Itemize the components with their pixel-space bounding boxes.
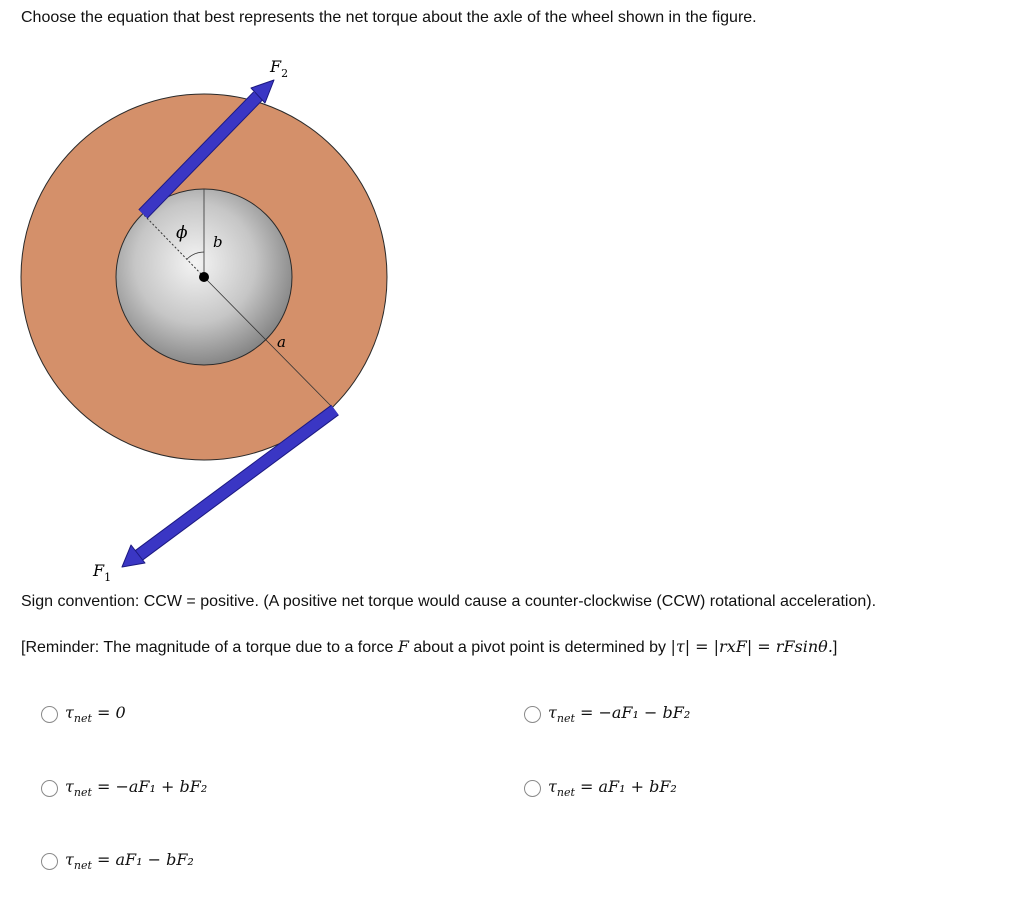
reminder-force-symbol: F — [397, 637, 409, 656]
axle-center — [199, 272, 209, 282]
option-label: $\tau_{net} = -aF_1 + bF_2$ — [65, 777, 208, 800]
option-label: $\tau_{net} = aF_1 + bF_2$ — [548, 777, 677, 800]
radio-button[interactable] — [41, 706, 58, 723]
option-label: $\tau_{net} = aF_1 - bF_2$ — [65, 850, 194, 873]
reminder-prefix: [Reminder: The magnitude of a torque due to a force — [21, 639, 394, 656]
option-neg-aF1-plus-bF2[interactable] — [41, 777, 207, 799]
radio-button[interactable] — [524, 706, 541, 723]
option-label: $\tau_{net} = 0$ — [65, 703, 126, 726]
sign-convention-text: Sign convention: CCW = positive. (A positive net torque would cause a counter-clockwise (CCW) rotational acceleration). — [21, 593, 877, 610]
reminder-text — [21, 637, 837, 657]
b-label: b — [213, 233, 223, 251]
phi-label: ϕ — [176, 223, 188, 243]
reminder-suffix: ] — [832, 639, 838, 656]
option-aF1-plus-bF2[interactable] — [524, 777, 677, 799]
f1-label: $F_1$ — [93, 561, 112, 584]
f2-label: $F_2$ — [270, 57, 289, 80]
radio-button[interactable] — [41, 780, 58, 797]
radio-button[interactable] — [524, 780, 541, 797]
option-tau-net-zero[interactable] — [41, 703, 126, 725]
radio-button[interactable] — [41, 853, 58, 870]
option-label: $\tau_{net} = -aF_1 - bF_2$ — [548, 703, 691, 726]
reminder-formula: |τ| = |rxF| = rFsinθ. — [670, 637, 833, 656]
reminder-middle: about a pivot point is determined by — [413, 639, 666, 656]
question-text: Choose the equation that best represents the net torque about the axle of the wheel shown in the figure. — [21, 9, 757, 26]
a-label: a — [277, 333, 286, 351]
option-aF1-minus-bF2[interactable] — [41, 850, 194, 872]
option-neg-aF1-minus-bF2[interactable] — [524, 703, 690, 725]
